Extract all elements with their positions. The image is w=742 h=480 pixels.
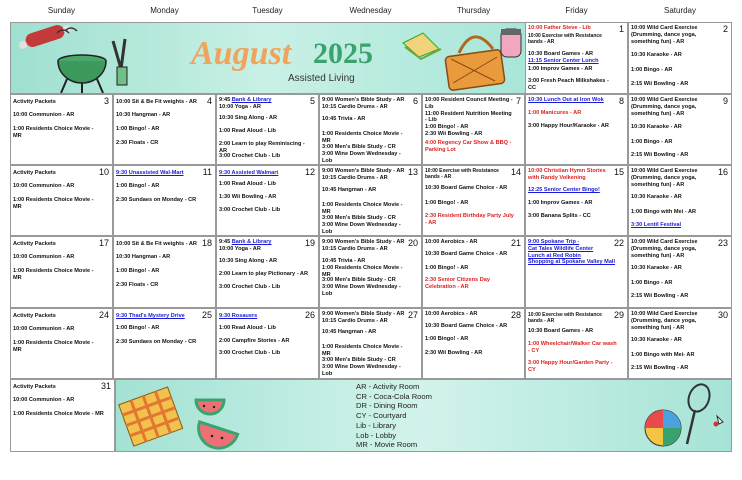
day-cell-25[interactable] [113,308,216,379]
event-item: 2:15 Wii Bowling - AR [631,365,689,371]
event-item: 10:00 Wild Card Exercise (Drumming, dance yoga, something fun) - AR [631,25,698,45]
event-item: 3:00 Men's Bible Study - CR 3:00 Wine Down Wednesday - Lob [322,277,401,297]
event-item: 10:30 Board Game Choice - AR [425,185,508,191]
event-item[interactable]: 9:30 Thad's Mystery Drive [116,313,185,319]
event-item: 10:30 Karaoke - AR [631,337,682,343]
day-number: 12 [304,167,315,177]
event-item[interactable]: 11:15 Senior Center Lunch [528,58,599,64]
event-item: 10:45 Hangman - AR [322,329,377,335]
event-item: 2:30 Resident Birthday Party July - AR [425,213,514,226]
day-number: 6 [412,96,418,106]
event-item: Activity Packets [13,99,56,105]
event-item: 2:15 Wii Bowling - AR [631,152,689,158]
event-item: 10:30 Board Game Choice - AR [425,251,508,257]
event-item: 2:00 Learn to play Pictionary - AR [219,271,309,277]
event-item: 1:00 Residents Choice Movie - MR [13,268,94,281]
event-item: 1:00 Bingo! - AR [425,265,469,271]
day-number: 9 [722,96,728,106]
grill-icon [17,23,137,94]
event-item: 10:45 Trivia - AR [322,116,366,122]
event-item: 10:00 Aerobics - AR [425,239,478,245]
event-item: 10:30 Karaoke - AR [631,52,682,58]
event-item: 2:30 Senior Citizens Day Celebration - AR [425,277,490,290]
day-number: 27 [407,310,418,320]
event-item: 10:00 Sit & Be Fit weights - AR [116,99,197,105]
day-number: 28 [510,310,521,320]
event-item: 1:00 Bingo with Mei- AR [631,352,695,358]
event-item: 1:00 Read Aloud - Lib [219,128,276,134]
legend-item: AR - Activity Room [356,382,420,391]
event-item[interactable]: 10:30 Lunch Out at Iron Wok [528,97,604,103]
event-item: 10:00 Wild Card Exercise (Drumming, dance yoga, something fun) - AR [631,168,698,188]
event-item: 2:00 Learn to play Reminiscing - AR [219,141,305,154]
event-item: 1:00 Residents Choice Movie - MR [13,411,104,417]
day-cell-7[interactable] [422,94,525,165]
event-item: 10:00 Communion - AR [13,112,75,118]
event-item: 10:00 Communion - AR [13,254,75,260]
event-item: 1:00 Bingo! - AR [116,325,160,331]
weekday-tuesday: Tuesday [252,6,283,15]
event-item: 1:00 Improv Games - AR [528,200,593,206]
day-number: 1 [618,24,624,34]
event-item: Activity Packets [13,241,56,247]
event-item: 1:00 Bingo - AR [631,67,673,73]
event-item: 10:00 Exercise with Resistance bands - AR [425,168,499,181]
day-cell-30[interactable] [628,308,732,379]
day-cell-9[interactable] [628,94,732,165]
event-item: 1:00 Bingo! - AR [116,126,160,132]
event-item: 3:00 Crochet Club - Lib [219,284,281,290]
day-number: 29 [613,310,624,320]
day-cell-6[interactable] [319,94,422,165]
event-item: 10:30 Karaoke - AR [631,194,682,200]
event-item: 1:00 Residents Choice Movie - MR [322,344,403,357]
day-number: 10 [98,167,109,177]
day-cell-13[interactable] [319,165,422,236]
weekday-thursday: Thursday [456,6,491,15]
event-item[interactable]: 3:30 Lentil Festival [631,222,682,228]
event-item: Activity Packets [13,313,56,319]
event-item: 1:00 Read Aloud - Lib [219,325,276,331]
event-item: 10:00 Communion - AR [13,397,75,403]
event-item: 1:30 Wii Bowling - AR [219,194,277,200]
event-item[interactable]: 9:30 Unassisted Wal-Mart [116,170,184,176]
day-number: 8 [618,96,624,106]
banner-subtitle: Assisted Living [288,73,355,84]
weekday-wednesday: Wednesday [349,6,392,15]
day-number: 20 [407,238,418,248]
legend-banner [115,379,732,452]
day-number: 14 [510,167,521,177]
day-number: 15 [613,167,624,177]
event-item: 4:00 Regency Car Show & BBQ - Parking Lot [425,140,512,153]
day-cell-11[interactable] [113,165,216,236]
event-item: 3:00 Happy Hour/Karaoke - AR [528,123,609,129]
event-item: 10:00 Sit & Be Fit weights - AR [116,241,197,247]
event-item: 1:00 Bingo - AR [631,280,673,286]
legend-item: MR - Movie Room [356,440,418,450]
event-item: 10:30 Board Games - AR [528,51,594,57]
day-number: 23 [717,238,728,248]
day-cell-26[interactable] [216,308,319,379]
day-cell-3[interactable] [10,94,113,165]
day-cell-10[interactable] [10,165,113,236]
legend-item: Lib - Library [356,420,397,430]
day-cell-21[interactable] [422,236,525,308]
day-number: 31 [100,381,111,391]
day-number: 18 [201,238,212,248]
event-item: 1:00 Improv Games - AR [528,66,593,72]
day-cell-1[interactable] [525,22,628,94]
event-item: 3:00 Happy Hour/Garden Party - CY [528,360,613,373]
event-item: 3:00 Crochet Club - Lib [219,207,281,213]
event-item: Activity Packets [13,384,56,390]
event-item: 10:00 Communion - AR [13,326,75,332]
day-cell-20[interactable] [319,236,422,308]
day-number: 2 [722,24,728,34]
day-cell-27[interactable] [319,308,422,379]
event-item[interactable]: 9:30 Assisted Walmart [219,170,279,176]
weekday-friday: Friday [565,6,588,15]
weekday-monday: Monday [150,6,179,15]
event-item: 1:00 Residents Choice Movie - MR [13,340,94,353]
event-item: 10:00 Yoga - AR [219,246,261,252]
event-time: 9:45 [219,97,232,103]
event-item: 2:30 Sundaes on Monday - CR [116,339,197,345]
legend-item: DR - Dining Room [356,401,418,411]
event-link[interactable]: Bank & Library [231,239,272,245]
day-number: 26 [304,310,315,320]
event-item: 10:30 Hangman - AR [116,254,171,260]
day-cell-16[interactable] [628,165,732,236]
day-number: 22 [613,238,624,248]
event-item: 10:00 Father Steve - Lib [528,25,591,31]
event-item: 1:00 Residents Choice Movie - MR [322,202,403,215]
event-item: 1:00 Residents Choice Movie - MR [322,131,403,144]
event-item: 10:00 Exercise with Resistance bands - AR [528,33,602,46]
day-number: 7 [515,96,521,106]
event-item: 3:00 Crochet Club - Lib [219,350,281,356]
legend-item: CY - Courtyard [356,411,407,421]
day-number: 25 [201,310,212,320]
event-item: 10:00 Aerobics - AR [425,311,478,317]
event-item: 9:00 Women's Bible Study - AR 10:15 Cardio Drums - AR [322,239,405,252]
event-link[interactable]: Bank & Library [231,97,272,103]
day-number: 5 [309,96,315,106]
day-number: 30 [717,310,728,320]
event-item: 1:00 Wheelchair/Walker Car wash - CY [528,341,617,354]
event-item: 10:00 Exercise with Resistance bands - AR [528,312,602,325]
event-item: 2:15 Wii Bowling - AR [631,293,689,299]
day-number: 17 [98,238,109,248]
event-item: 10:30 Karaoke - AR [631,124,682,130]
event-item: 10:00 Wild Card Exercise (Drumming, dance yoga, something fun) - AR [631,97,698,117]
picnic-blanket-icon [118,380,268,452]
day-cell-5[interactable] [216,94,319,165]
event-time: 9:45 [219,239,232,245]
day-number: 11 [202,167,212,177]
event-item: 1:00 Residents Choice Movie - MR [13,126,94,139]
day-cell-14[interactable] [422,165,525,236]
day-cell-12[interactable] [216,165,319,236]
event-item: 10:00 Communion - AR [13,183,75,189]
day-cell-22[interactable] [525,236,628,308]
event-item[interactable] [219,97,308,104]
day-cell-29[interactable] [525,308,628,379]
event-item: 10:45 Hangman - AR [322,187,377,193]
event-item[interactable]: 9:30 Rosauers [219,313,258,319]
day-cell-18[interactable] [113,236,216,308]
event-item: 10:45 Trivia - AR 1:00 Residents Choice Movie - MR [322,258,403,278]
event-item: 1:00 Bingo! - AR [116,268,160,274]
banner-year: 2025 [313,37,373,70]
event-item: 3:00 Men's Bible Study - CR 3:00 Wine Down Wednesday - Lob [322,357,401,377]
day-cell-4[interactable] [113,94,216,165]
event-item: 1:00 Manicures - AR [528,110,582,116]
event-item: 1:00 Bingo! - AR [425,336,469,342]
event-item: 10:30 Sing Along - AR [219,115,278,121]
day-number: 4 [206,96,212,106]
event-item: 1:00 Bingo! - AR [425,200,469,206]
day-number: 13 [407,167,418,177]
event-item: 9:00 Women's Bible Study - AR 10:15 Cardio Drums - AR [322,97,405,110]
day-cell-31[interactable] [10,379,115,452]
event-item: 3:00 Fresh Peach Milkshakes - CC [528,78,609,91]
legend-item: Lob - Lobby [356,430,397,440]
day-cell-15[interactable] [525,165,628,236]
day-cell-19[interactable] [216,236,319,308]
event-item: Activity Packets [13,170,56,176]
event-item: 10:30 Sing Along - AR [219,258,278,264]
event-item: 2:30 Floats - CR [116,282,159,288]
event-item: 10:30 Board Game Choice - AR [425,323,508,329]
event-item: 1:00 Residents Choice Movie - MR [13,197,94,210]
event-item: 10:00 Wild Card Exercise (Drumming, dance yoga, something fun) - AR [631,311,698,331]
day-number: 21 [510,238,521,248]
event-item: 2:15 Wii Bowling - AR [631,81,689,87]
event-item: 10:00 Christian Hymn Stories with Randy Volkening [528,168,606,181]
day-cell-28[interactable] [422,308,525,379]
weekday-sunday: Sunday [47,6,76,15]
event-item: 3:00 Crochet Club - Lib [219,153,281,159]
day-cell-17[interactable] [10,236,113,308]
event-item[interactable] [219,239,308,246]
beach-ball-icon [621,380,731,452]
month-banner [10,22,526,94]
day-cell-2[interactable] [628,22,732,94]
event-item: 2:30 Wii Bowling - AR [425,350,483,356]
event-item: 10:00 Resident Council Meeting - Lib 11:00 Resident Nutrition Meeting - Lib 1:00 Bingo! - AR 2:30 Wii Bowling - AR [425,97,513,138]
event-item: 3:00 Men's Bible Study - CR 3:00 Wine Down Wednesday - Lob [322,215,401,235]
event-item[interactable]: 12:25 Senior Center Bingo! [528,187,600,193]
event-item: 10:00 Wild Card Exercise (Drumming, dance yoga, something fun) - AR [631,239,698,259]
day-number: 16 [717,167,728,177]
event-item: 9:00 Women's Bible Study - AR 10:15 Cardio Drums - AR [322,168,405,181]
day-cell-23[interactable] [628,236,732,308]
event-item: 2:30 Sundaes on Monday - CR [116,197,197,203]
event-item[interactable]: 9:00 Spokane Trip - Cat Tales Wildlife Center Lunch at Red Robin Shopping at Spokane Valley Mall [528,239,616,266]
weekday-saturday: Saturday [663,6,697,15]
room-legend [356,382,432,450]
event-item: 2:00 Campfire Stories - AR [219,338,290,344]
event-item: 1:00 Bingo - AR [631,139,673,145]
event-item: 10:30 Karaoke - AR [631,265,682,271]
day-number: 19 [304,238,315,248]
picnic-basket-icon [397,23,526,94]
banner-month: August [191,35,292,72]
event-item: 2:30 Floats - CR [116,140,159,146]
event-item: 1:00 Bingo with Mei - AR [631,209,697,215]
event-item: 10:30 Board Games - AR [528,328,594,334]
event-item: 3:00 Men's Bible Study - CR 3:00 Wine Down Wednesday - Lob [322,144,401,164]
event-item: 3:00 Banana Splits - CC [528,213,591,219]
event-item: 1:00 Bingo! - AR [116,183,160,189]
event-item: 10:00 Yoga - AR [219,104,261,110]
day-number: 24 [98,310,109,320]
legend-item: CR - Coca-Cola Room [356,391,432,401]
event-item: 10:30 Hangman - AR [116,112,171,118]
event-item: 9:00 Women's Bible Study - AR 10:15 Cardio Drums - AR [322,311,405,324]
day-cell-8[interactable] [525,94,628,165]
day-number: 3 [103,96,109,106]
event-item: 1:00 Read Aloud - Lib [219,181,276,187]
day-cell-24[interactable] [10,308,113,379]
